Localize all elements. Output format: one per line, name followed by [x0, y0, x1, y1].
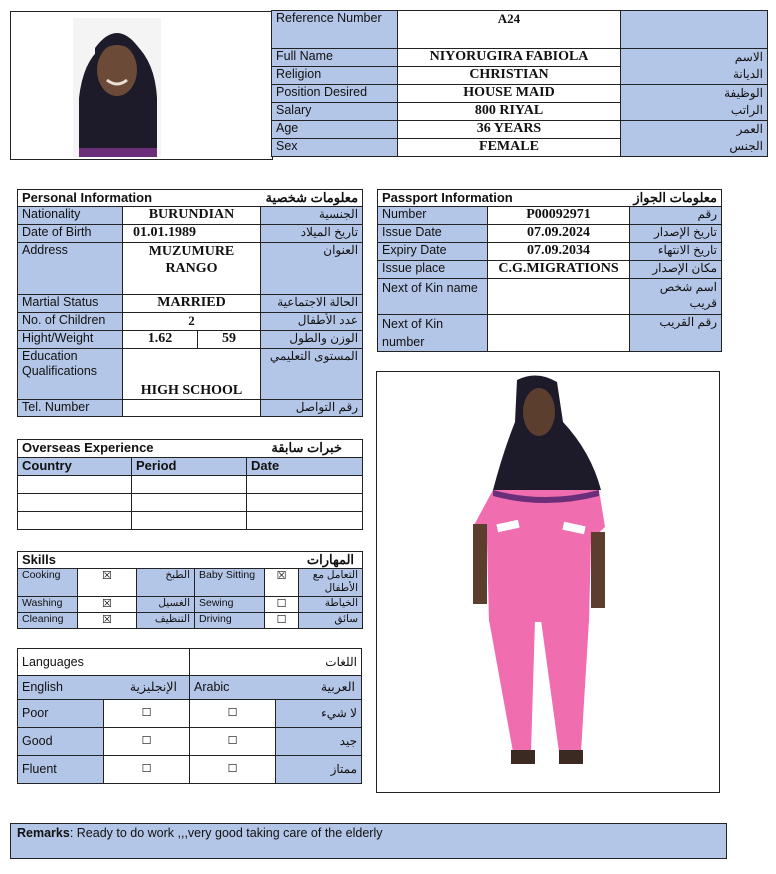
skill-baby-sitting-ar: التعامل مع الأطفال — [299, 569, 363, 597]
passport-title-ar: معلومات الجواز — [633, 190, 718, 205]
english-poor-checkbox[interactable]: ☐ — [104, 700, 190, 728]
dob-label: Date of Birth — [18, 225, 123, 243]
arabic-label-ar: العربية — [320, 680, 355, 694]
tel-ar: رقم التواصل — [261, 400, 363, 417]
overseas-title-row — [18, 440, 363, 458]
skill-cleaning: Cleaning — [18, 613, 78, 629]
skill-cooking-checkbox[interactable]: ☒ — [78, 569, 137, 597]
reference-value: A24 — [398, 11, 621, 49]
marital-ar: الحالة الاجتماعية — [261, 295, 363, 313]
overseas-title-ar: خبرات سابقة — [271, 440, 343, 455]
marital-value: MARRIED — [123, 295, 261, 313]
position-ar: الوظيفة — [724, 86, 763, 100]
edu-value: HIGH SCHOOL — [123, 349, 261, 400]
age-ar: العمر — [736, 122, 763, 136]
level-good: Good — [18, 728, 104, 756]
skill-driving-ar: سائق — [299, 613, 363, 629]
remarks-label: Remarks — [17, 826, 70, 840]
passport-title-row — [378, 190, 722, 207]
issue-place-label: Issue place — [378, 261, 488, 279]
english-fluent-checkbox[interactable]: ☐ — [104, 756, 190, 784]
header-table — [271, 10, 768, 157]
nationality-ar: الجنسية — [261, 207, 363, 225]
hw-label: Hight/Weight — [18, 331, 123, 349]
overseas-cell — [18, 494, 132, 512]
skills-title: Skills — [22, 552, 56, 567]
skill-baby-sitting-checkbox[interactable]: ☒ — [265, 569, 299, 597]
overseas-cell — [132, 476, 247, 494]
address-line-1: MUZUMURE — [148, 244, 235, 259]
full-body-photo — [377, 372, 719, 792]
children-ar: عدد الأطفال — [261, 313, 363, 331]
weight-value: 59 — [198, 331, 261, 349]
nationality-value: BURUNDIAN — [123, 207, 261, 225]
salary-label: Salary — [272, 103, 398, 121]
personal-title-row — [18, 190, 363, 207]
tel-label: Tel. Number — [18, 400, 123, 417]
skill-washing: Washing — [18, 597, 78, 613]
reference-ar — [621, 11, 768, 49]
passport-title: Passport Information — [382, 190, 513, 205]
arabic-label: Arabic — [194, 680, 230, 694]
expiry-date-value: 07.09.2034 — [488, 243, 630, 261]
level-fluent: Fluent — [18, 756, 104, 784]
skills-table — [17, 551, 363, 629]
kin-name-value — [488, 279, 630, 315]
sex-label: Sex — [272, 139, 398, 157]
issue-place-ar: مكان الإصدار — [630, 261, 722, 279]
dob-value: 01.01.1989 — [123, 225, 261, 243]
skill-cleaning-checkbox[interactable]: ☒ — [78, 613, 137, 629]
english-label-ar: الإنجليزية — [129, 680, 177, 694]
personal-title-ar: معلومات شخصية — [265, 190, 359, 205]
skill-washing-checkbox[interactable]: ☒ — [78, 597, 137, 613]
position-label: Position Desired — [272, 85, 398, 103]
overseas-cell — [247, 494, 363, 512]
skill-cooking: Cooking — [18, 569, 78, 597]
arabic-header — [190, 676, 362, 700]
level-fluent-ar: ممتاز — [276, 756, 362, 784]
overseas-title: Overseas Experience — [22, 440, 154, 455]
address-label: Address — [18, 243, 123, 295]
overseas-cell — [18, 512, 132, 530]
salary-value: 800 RIYAL — [398, 103, 621, 121]
full-name-value: NIYORUGIRA FABIOLA — [398, 49, 621, 67]
dob-ar: تاريخ الميلاد — [261, 225, 363, 243]
issue-date-value: 07.09.2024 — [488, 225, 630, 243]
level-good-ar: جيد — [276, 728, 362, 756]
overseas-cell — [132, 494, 247, 512]
address-ar: العنوان — [261, 243, 363, 295]
full-photo-frame — [376, 371, 720, 793]
skills-title-row — [18, 552, 363, 569]
languages-title-ar: اللغات — [190, 649, 362, 676]
personal-info-table — [17, 189, 363, 417]
kin-name-label: Next of Kin name — [378, 279, 488, 315]
skill-driving: Driving — [195, 613, 265, 629]
kin-number-value — [488, 315, 630, 352]
skill-sewing: Sewing — [195, 597, 265, 613]
overseas-col-country: Country — [18, 458, 132, 476]
english-good-checkbox[interactable]: ☐ — [104, 728, 190, 756]
expiry-date-label: Expiry Date — [378, 243, 488, 261]
languages-table — [17, 648, 362, 784]
full-name-label: Full Name — [272, 49, 398, 67]
height-value: 1.62 — [123, 331, 198, 349]
skill-cleaning-ar: التنظيف — [137, 613, 195, 629]
position-salary-ar — [621, 85, 768, 121]
children-label: No. of Children — [18, 313, 123, 331]
skill-sewing-checkbox[interactable]: ☐ — [265, 597, 299, 613]
skill-baby-sitting: Baby Sitting — [195, 569, 265, 597]
overseas-table — [17, 439, 363, 530]
english-label: English — [22, 680, 63, 694]
passport-number-label: Number — [378, 207, 488, 225]
skill-driving-checkbox[interactable]: ☐ — [265, 613, 299, 629]
kin-number-ar: رقم القريب — [630, 315, 722, 352]
remarks-text: : Ready to do work ,,,very good taking care of the elderly — [69, 826, 383, 840]
salary-ar: الراتب — [730, 103, 763, 117]
overseas-cell — [132, 512, 247, 530]
address-line-2: RANGO — [165, 261, 218, 276]
skills-title-ar: المهارات — [306, 552, 355, 567]
expiry-date-ar: تاريخ الانتهاء — [630, 243, 722, 261]
personal-title: Personal Information — [22, 190, 153, 205]
age-label: Age — [272, 121, 398, 139]
overseas-col-date: Date — [247, 458, 363, 476]
tel-value — [123, 400, 261, 417]
marital-label: Martial Status — [18, 295, 123, 313]
passport-number-ar: رقم — [630, 207, 722, 225]
passport-number-value: P00092971 — [488, 207, 630, 225]
sex-ar: الجنس — [729, 139, 763, 153]
arabic-good-checkbox[interactable]: ☐ — [190, 728, 276, 756]
kin-number-label: Next of Kin number — [378, 315, 488, 352]
reference-label: Reference Number — [272, 11, 398, 49]
religion-value: CHRISTIAN — [398, 67, 621, 85]
edu-ar: المستوى التعليمي — [261, 349, 363, 400]
religion-label: Religion — [272, 67, 398, 85]
passport-info-table — [377, 189, 722, 352]
overseas-cell — [18, 476, 132, 494]
issue-place-value: C.G.MIGRATIONS — [488, 261, 630, 279]
sex-value: FEMALE — [398, 139, 621, 157]
portrait-photo — [73, 18, 161, 157]
issue-date-label: Issue Date — [378, 225, 488, 243]
kin-name-ar: اسم شخص قريب — [630, 279, 722, 315]
languages-title: Languages — [18, 649, 190, 676]
name-religion-ar — [621, 49, 768, 85]
overseas-cell — [247, 476, 363, 494]
remarks-box — [10, 823, 727, 859]
issue-date-ar: تاريخ الإصدار — [630, 225, 722, 243]
nationality-label: Nationality — [18, 207, 123, 225]
overseas-col-period: Period — [132, 458, 247, 476]
position-value: HOUSE MAID — [398, 85, 621, 103]
religion-ar: الديانة — [732, 67, 763, 81]
english-header — [18, 676, 190, 700]
skill-sewing-ar: الخياطة — [299, 597, 363, 613]
edu-label: Education Qualifications — [18, 349, 123, 400]
hw-ar: الوزن والطول — [261, 331, 363, 349]
level-poor-ar: لا شيء — [276, 700, 362, 728]
skill-washing-ar: الغسيل — [137, 597, 195, 613]
skill-cooking-ar: الطبخ — [137, 569, 195, 597]
age-sex-ar — [621, 121, 768, 157]
children-value: 2 — [123, 313, 261, 331]
overseas-cell — [247, 512, 363, 530]
level-poor: Poor — [18, 700, 104, 728]
age-value: 36 YEARS — [398, 121, 621, 139]
arabic-fluent-checkbox[interactable]: ☐ — [190, 756, 276, 784]
full-name-ar: الاسم — [734, 50, 763, 64]
address-value — [123, 243, 261, 295]
arabic-poor-checkbox[interactable]: ☐ — [190, 700, 276, 728]
